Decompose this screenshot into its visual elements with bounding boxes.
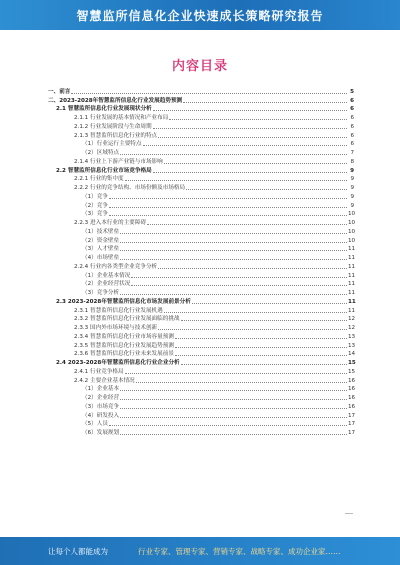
toc-entry[interactable] [48, 287, 354, 296]
toc-entry-label: （2）资金壁垒 [82, 237, 120, 244]
toc-entry-label: 2.3.2 智慧监所信息化行业发展面临的挑战 [74, 316, 180, 323]
toc-entry-label: 2.2.2 行业的竞争结构、市场份额及市场格局 [74, 185, 186, 191]
report-title: 智慧监所信息化企业快速成长策略研究报告 [76, 8, 324, 23]
toc-entry[interactable] [48, 375, 354, 384]
table-of-contents [48, 86, 354, 436]
toc-page-number: 6 [350, 115, 354, 121]
toc-dot-leader [153, 171, 347, 173]
toc-entry[interactable] [48, 244, 354, 253]
toc-entry-label: （2）企业经营状况 [82, 281, 131, 288]
toc-entry-label: （3）人才壁垒 [82, 246, 120, 253]
toc-entry-label: 2.1.2 行业发展阶段与生命周期 [74, 123, 152, 130]
toc-dot-leader [143, 144, 348, 146]
toc-page-number: 17 [348, 430, 356, 436]
toc-entry[interactable] [48, 270, 354, 279]
toc-dot-leader [71, 92, 347, 94]
toc-entry-label: 2.2.3 进入本行业的主要障碍 [74, 220, 146, 226]
toc-entry[interactable] [48, 95, 354, 104]
toc-page-number: 9 [350, 193, 354, 200]
toc-entry[interactable] [48, 252, 354, 261]
report-header-bar [0, 0, 400, 30]
toc-entry-label: 2.4 2023-2028年智慧监所信息化行业企业分析 [56, 360, 180, 366]
toc-entry-label: （1）竞争 [82, 193, 108, 200]
toc-dot-leader [153, 127, 347, 129]
toc-page-number: 10 [348, 237, 356, 244]
toc-page-number: 16 [348, 403, 356, 410]
toc-entry-label: 一、前言 [48, 88, 71, 95]
toc-entry[interactable] [48, 261, 354, 270]
toc-entry[interactable] [48, 86, 354, 95]
toc-dot-leader [158, 267, 347, 269]
toc-entry[interactable] [48, 296, 354, 305]
toc-page-number: 11 [348, 307, 356, 314]
toc-page-number: 15 [348, 368, 356, 375]
toc-dot-leader [169, 118, 347, 120]
toc-page-number: 6 [350, 97, 354, 104]
toc-entry-label: 2.3.4 智慧监所信息化行业市场容量预测 [74, 333, 174, 340]
toc-dot-leader [158, 328, 347, 330]
toc-entry[interactable] [48, 349, 354, 358]
toc-entry[interactable] [48, 366, 354, 375]
toc-entry-label: 2.2 智慧监所信息化行业市场竞争格局 [56, 167, 152, 174]
toc-dot-leader [136, 381, 347, 383]
toc-page-number: 17 [348, 412, 356, 419]
toc-page-number: 15 [348, 360, 356, 366]
toc-entry[interactable] [48, 139, 354, 148]
toc-page-number: 12 [348, 325, 356, 331]
toc-entry[interactable] [48, 165, 354, 174]
toc-page-number: 6 [350, 132, 354, 139]
toc-dot-leader [120, 433, 347, 435]
toc-entry[interactable] [48, 410, 354, 419]
toc-page-number: 14 [348, 351, 356, 358]
toc-page-number: 11 [348, 263, 356, 270]
toc-entry[interactable] [48, 182, 354, 191]
toc-entry[interactable] [48, 121, 354, 130]
footer-slogan: 让每个人都能成为 [48, 546, 108, 556]
toc-page-number: 10 [348, 220, 356, 226]
toc-page-number: 11 [348, 298, 356, 305]
toc-dot-leader [120, 232, 347, 234]
toc-page-number: 6 [350, 141, 354, 148]
toc-entry[interactable] [48, 191, 354, 200]
toc-page-number: 9 [350, 185, 354, 191]
toc-entry-label: 二、2023-2028年智慧监所信息化行业发展趋势预测 [48, 97, 183, 104]
toc-dot-leader [109, 206, 347, 208]
toc-dot-leader [175, 354, 347, 356]
toc-entry[interactable] [48, 392, 354, 401]
toc-page-number: 11 [348, 255, 356, 261]
toc-entry-label: 2.3 2023-2028年智慧监所信息化市场发展前景分析 [56, 298, 191, 305]
toc-page-number: 8 [350, 158, 354, 165]
toc-entry[interactable] [48, 279, 354, 288]
toc-entry-label: （1）企业基本情况 [82, 272, 131, 279]
toc-entry[interactable] [48, 200, 354, 209]
toc-dot-leader [192, 302, 347, 304]
toc-entry[interactable] [48, 217, 354, 226]
toc-page-number: 11 [348, 281, 356, 288]
toc-dot-leader [109, 214, 347, 216]
toc-entry[interactable] [48, 331, 354, 340]
toc-entry[interactable] [48, 419, 354, 428]
toc-entry-label: 2.1.1 行业发展的基本情况和产业布局 [74, 115, 169, 121]
toc-dot-leader [120, 398, 347, 400]
toc-dot-leader [153, 109, 347, 111]
toc-entry-label: （1）技术壁垒 [82, 228, 120, 235]
toc-entry[interactable] [48, 322, 354, 331]
footer-roles: 行业专家、管理专家、营销专家、战略专家、成功企业家…… [138, 546, 341, 556]
toc-page-number: 11 [348, 246, 356, 253]
toc-entry-label: （1）行业运行主要特点 [82, 141, 142, 148]
toc-entry-label: （4）研发投入 [82, 412, 120, 419]
toc-page-number: 9 [350, 167, 354, 174]
toc-dot-leader [120, 389, 347, 391]
toc-entry-label: 2.1.4 行业上下游产业链与市场影响 [74, 158, 163, 165]
toc-entry-label: （2）企业经营 [82, 395, 120, 401]
toc-page-number: 11 [348, 290, 356, 296]
toc-dot-leader [147, 223, 347, 225]
toc-page-number: 6 [350, 106, 354, 113]
toc-dot-leader [125, 179, 347, 181]
toc-page-number: 6 [350, 123, 354, 130]
toc-dot-leader [120, 249, 347, 251]
toc-entry-label: 2.3.5 智慧监所信息化行业发展趋势预测 [74, 342, 174, 349]
page-divider [345, 513, 353, 514]
toc-dot-leader [158, 136, 347, 138]
toc-entry[interactable] [48, 174, 354, 183]
toc-dot-leader [120, 258, 347, 260]
toc-entry-label: （1）企业基本 [82, 386, 120, 393]
toc-dot-leader [120, 407, 347, 409]
toc-entry-label: （3）竞争 [82, 211, 108, 218]
toc-entry-label: （3）竞争分析 [82, 290, 120, 296]
toc-page-number: 17 [348, 421, 356, 428]
toc-entry[interactable] [48, 340, 354, 349]
toc-page-number: 16 [348, 395, 356, 401]
toc-entry-label: 2.1.3 智慧监所信息化行业的特点 [74, 132, 158, 139]
toc-entry[interactable] [48, 314, 354, 323]
toc-page-number: 5 [350, 88, 354, 95]
toc-page-number: 16 [348, 377, 356, 384]
toc-entry-label: （5）人员 [82, 421, 108, 428]
toc-dot-leader [125, 372, 347, 374]
toc-entry[interactable] [48, 305, 354, 314]
toc-dot-leader [186, 188, 347, 190]
toc-page-number: 12 [348, 316, 356, 323]
toc-entry-label: 2.2.1 行业的集中度 [74, 176, 124, 183]
toc-entry[interactable] [48, 130, 354, 139]
toc-dot-leader [131, 284, 347, 286]
toc-page-number: 16 [348, 386, 356, 393]
toc-dot-leader [175, 346, 347, 348]
toc-entry[interactable] [48, 401, 354, 410]
toc-entry-label: （2）区域特点 [82, 150, 120, 156]
toc-entry[interactable] [48, 209, 354, 218]
toc-dot-leader [109, 197, 347, 199]
toc-page-number: 9 [350, 176, 354, 183]
toc-entry-label: 2.2.4 行业内各类型企业竞争分析 [74, 263, 158, 270]
toc-page-number: 7 [350, 150, 354, 156]
toc-entry-label: 2.1 智慧监所信息化行业发展现状分析 [56, 106, 152, 113]
toc-dot-leader [109, 424, 347, 426]
toc-dot-leader [120, 293, 347, 295]
toc-dot-leader [120, 241, 347, 243]
toc-page-number: 11 [348, 272, 356, 279]
toc-entry[interactable] [48, 156, 354, 165]
toc-dot-leader [120, 153, 347, 155]
toc-dot-leader [164, 311, 347, 313]
toc-page-number: 13 [348, 342, 356, 349]
toc-entry-label: 2.3.3 国内外市场环境与技术创新 [74, 325, 158, 331]
toc-dot-leader [120, 416, 347, 418]
toc-dot-leader [164, 162, 347, 164]
toc-entry[interactable] [48, 147, 354, 156]
toc-entry-label: （6）发展规划 [82, 430, 120, 436]
toc-entry[interactable] [48, 226, 354, 235]
toc-entry-label: （2）竞争 [82, 202, 108, 209]
toc-entry[interactable] [48, 104, 354, 113]
toc-heading: 内容目录 [171, 59, 228, 74]
toc-dot-leader [175, 337, 347, 339]
toc-page-number: 10 [348, 228, 356, 235]
toc-entry-label: （4）市场壁垒 [82, 255, 120, 261]
toc-dot-leader [131, 276, 347, 278]
toc-entry[interactable] [48, 427, 354, 436]
toc-dot-leader [181, 319, 347, 321]
toc-dot-leader [181, 363, 347, 365]
toc-page-number: 10 [348, 211, 356, 218]
toc-entry-label: 2.4.2 主要企业基本情况 [74, 377, 135, 384]
toc-entry[interactable] [48, 235, 354, 244]
toc-page-number: 9 [350, 202, 354, 209]
toc-entry-label: （3）市场竞争 [82, 403, 120, 410]
toc-dot-leader [183, 101, 347, 103]
toc-entry[interactable] [48, 384, 354, 393]
toc-entry[interactable] [48, 112, 354, 121]
toc-entry-label: 2.4.1 行业竞争格局 [74, 368, 124, 375]
toc-entry[interactable] [48, 357, 354, 366]
toc-entry-label: 2.3.1 智慧监所信息化行业发展机遇 [74, 307, 163, 314]
footer-banner [0, 537, 400, 565]
toc-entry-label: 2.3.6 智慧监所信息化行业未来发展前景 [74, 351, 174, 358]
toc-page-number: 13 [348, 333, 356, 340]
